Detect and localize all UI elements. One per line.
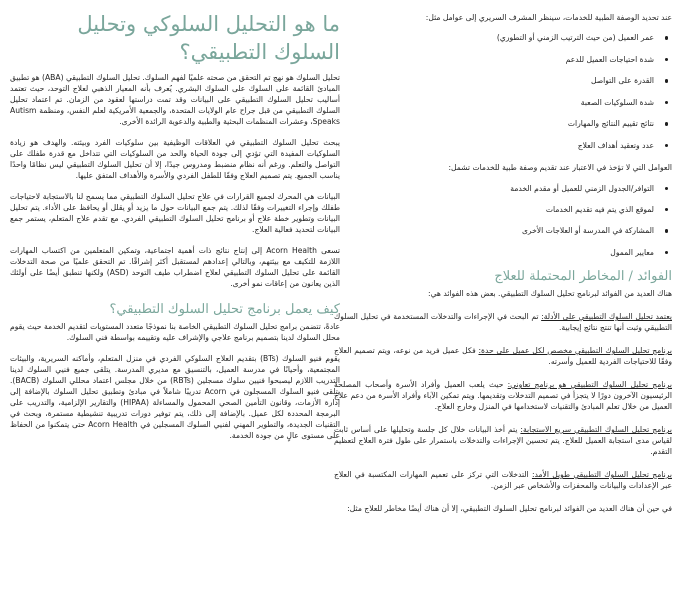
- left-column: [10, 0, 340, 441]
- benefit-text: يتم أخذ البيانات خلال كل جلسة وتحليلها على أساس ثابت لقياس مدى استجابة العميل للعلاج. يتم تحسين الإجراءات والتدخلات باستمرار على طول فترة العلاج لتعظيم التقدم.: [334, 425, 672, 457]
- list-item: عمر العميل (من حيث الترتيب الزمني أو التطوري): [334, 32, 672, 43]
- page-title-line-2: السلوك التطبيقي؟: [179, 40, 340, 64]
- benefit-heading: برنامج تحليل السلوك التطبيقي مخصص لكل عميل على حدة:: [478, 346, 672, 356]
- benefit-paragraph: [334, 469, 672, 491]
- benefit-text: فكل عميل فريد من نوعه، ويتم تصميم العلاج وفقًا للاحتياجات الفردية للعميل وأسرته.: [334, 346, 672, 367]
- benefit-paragraph: [334, 311, 672, 333]
- prescription-factors-list: [334, 32, 672, 151]
- benefits-heading: الفوائد / المخاطر المحتملة للعلاج: [494, 269, 672, 285]
- list-item: شدة السلوكيات الصعبة: [334, 97, 672, 108]
- benefit-heading: برنامج تحليل السلوك التطبيقي سريع الاستجابة:: [520, 425, 672, 435]
- how-it-works-heading: كيف يعمل برنامج تحليل السلوك التطبيقي؟: [109, 302, 340, 317]
- benefit-heading: برنامج تحليل السلوك التطبيقي طويل الأمد:: [531, 470, 672, 480]
- list-item: معايير الممول: [334, 247, 672, 258]
- aba-goals-paragraph: يبحث تحليل السلوك التطبيقي في العلاقات الوظيفية بين سلوكيات الفرد وبيئته. والهدف هو زيادة السلوكيات المفيدة التي تؤدي إلى جودة الحياة والحد من السلوكيات التي تتداخل مع قدرة طفلك على التواصل والتعلم. ورغم أنه نظام منضبط ومدروس جيدًا، إلا أن تحليل السلوك التطبيقي ليس نظامًا واحدًا يناسب الجميع. يتم تصميم العلاج وفقًا للطفل الفردي والأسرة والأهداف المتفق عليها.: [10, 138, 340, 180]
- list-item: نتائج تقييم النتائج والمهارات: [334, 118, 672, 129]
- page-title: [10, 10, 340, 66]
- aba-definition-paragraph: تحليل السلوك هو نهج تم التحقق من صحته علميًا لفهم السلوك. تحليل السلوك التطبيقي (ABA) هو تطبيق المبادئ القائمة على السلوك على السلوك البشري. يُعرف بأنه المعيار الذهبي لعلاج التوحد، حيث تعتمد أساليب تحليل السلوك التطبيقي على البيانات وقد تمت دراستها لعقود من الزمان. تم اعتماد تحليل السلوك التطبيقي من قبل جراح عام الولايات المتحدة، والجمعية الأمريكية لعلم النفس، ومنظمة Autism Speaks، وعشرات المنظمات البحثية والطبية والدعوية الرائدة الأخرى.: [10, 73, 340, 126]
- aba-data-paragraph: البيانات هي المحرك لجميع القرارات في علاج تحليل السلوك التطبيقي مما يسمح لنا بالاستجابة لاحتياجات طفلك وإجراء التغييرات وفقًا لذلك. يتم جمع البيانات حول ما يزيد أو يقلل أو يحافظ على الأداء. يتم تحليل البيانات وتطوير خطة علاج أو برنامج تحليل السلوك التطبيقي الفردي. مع تقدم علاج المتعلم، يستمر جمع البيانات لتحديد فعالية العلاج.: [10, 192, 340, 234]
- page-title-line-1: ما هو التحليل السلوكي وتحليل: [77, 12, 340, 36]
- list-item: شدة احتياجات العميل للدعم: [334, 54, 672, 65]
- acorn-mission-paragraph: تسعى Acorn Health إلى إنتاج نتائج ذات أهمية اجتماعية، وتمكين المتعلمين من اكتساب المهارات اللازمة للتكيف مع بيئتهم، وبالتالي إعدادهم لمستقبل أكثر إشراقًا. تم التحقق علميًا من صحة التدخلات القائمة على تحليل السلوك التطبيقي لعلاج اضطراب طيف التوحد (ASD) ولكنها تنطبق أيضًا على أولئك الذين يعانون من إعاقات نمو أخرى.: [10, 246, 340, 288]
- benefits-intro: هناك العديد من الفوائد لبرنامج تحليل السلوك التطبيقي. بعض هذه الفوائد هي:: [428, 289, 672, 299]
- benefit-paragraph: [334, 424, 672, 457]
- list-item: عدد وتعقيد أهداف العلاج: [334, 140, 672, 151]
- list-item: المشاركة في المدرسة أو العلاجات الأخرى: [334, 225, 672, 236]
- behavior-technicians-paragraph: يقوم فنيو السلوك (BTs) بتقديم العلاج السلوكي الفردي في منزل المتعلم، وأماكنه السريرية، والبيئات المجتمعية، وأحيانًا في مدرسة العميل، بالتنسيق مع مديري المدرسة. يتلقى جميع فنيي السلوك لدينا التدريب اللازم ليصبحوا فنيين سلوك مسجلين (RBTs) من خلال مجلس اعتماد محللي السلوك (BACB). يتلقى فنيو السلوك المسجلون في Acorn تدريبًا شاملاً في مبادئ وتطبيق تحليل السلوك بالإضافة إلى إدارة الأزمات، وقانون التأمين الصحي المحمول والمساءلة (HIPAA) والتقارير الإلزامية، والتدريب على البرمجة المحددة لكل عميل. بالإضافة إلى ذلك، يتم توفير دورات تدريبية تنشيطية مستمرة، وبحث في التقنيات الجديدة، والتطوير المهني لفنيي السلوك المسجلين في Acorn Health حتى يتمكنوا من الحفاظ على مستوى عالٍ من جودة الخدمة.: [10, 354, 340, 440]
- benefit-text: تم البحث في الإجراءات والتدخلات المستخدمة في تحليل السلوك التطبيقي وثبت أنها تنتج نتائج إيجابية.: [334, 312, 672, 333]
- non-factors-intro: العوامل التي لا تؤخذ في الاعتبار عند تقديم وصفة طبية للخدمات تشمل:: [448, 162, 672, 172]
- benefit-text: حيث يلعب العميل وأفراد الأسرة وأصحاب المصلحة الرئيسيون الآخرون دورًا لا يتجزأ في تصميم التدخلات وتقديمها. ويتم تمكين الآباء وأفراد الأسرة من دعم علاج العميل من خلال تعلم المبادئ والتقنيات لاستخدامها في المنزل وخارج العلاج.: [334, 380, 672, 412]
- service-model-paragraph: عادةً، تتضمن برامج تحليل السلوك التطبيقي الخاصة بنا نموذجًا متعدد المستويات لتقديم الخدمة حيث يقوم محلل السلوك لدينا بتصميم برنامج علاجي والإشراف عليه وتقييمه بواسطة فني السلوك.: [10, 322, 340, 342]
- risks-intro: في حين أن هناك العديد من الفوائد لبرنامج تحليل السلوك التطبيقي، إلا أن هناك أيضًا مخاطر للعلاج مثل:: [347, 504, 672, 514]
- benefit-heading: برنامج تحليل السلوك التطبيقي هو برنامج تعاوني:: [507, 380, 672, 390]
- list-item: لموقع الذي يتم فيه تقديم الخدمات: [334, 204, 672, 215]
- right-column: [334, 0, 672, 514]
- list-item: التوافر/الجدول الزمني للعميل أو مقدم الخدمة: [334, 183, 672, 194]
- benefit-heading: يعتمد تحليل السلوك التطبيقي على الأدلة:: [541, 312, 672, 322]
- benefit-paragraph: [334, 345, 672, 367]
- benefit-paragraph: [334, 379, 672, 412]
- prescription-intro: عند تحديد الوصفة الطبية للخدمات، سينظر المشرف السريري إلى عوامل مثل:: [425, 13, 672, 22]
- benefit-text: التدخلات التي تركز على تعميم المهارات المكتسبة في العلاج عبر الإعدادات والبيانات والمحفزات والأشخاص عبر الزمن.: [334, 470, 672, 491]
- non-factors-list: [334, 183, 672, 258]
- list-item: القدرة على التواصل: [334, 75, 672, 86]
